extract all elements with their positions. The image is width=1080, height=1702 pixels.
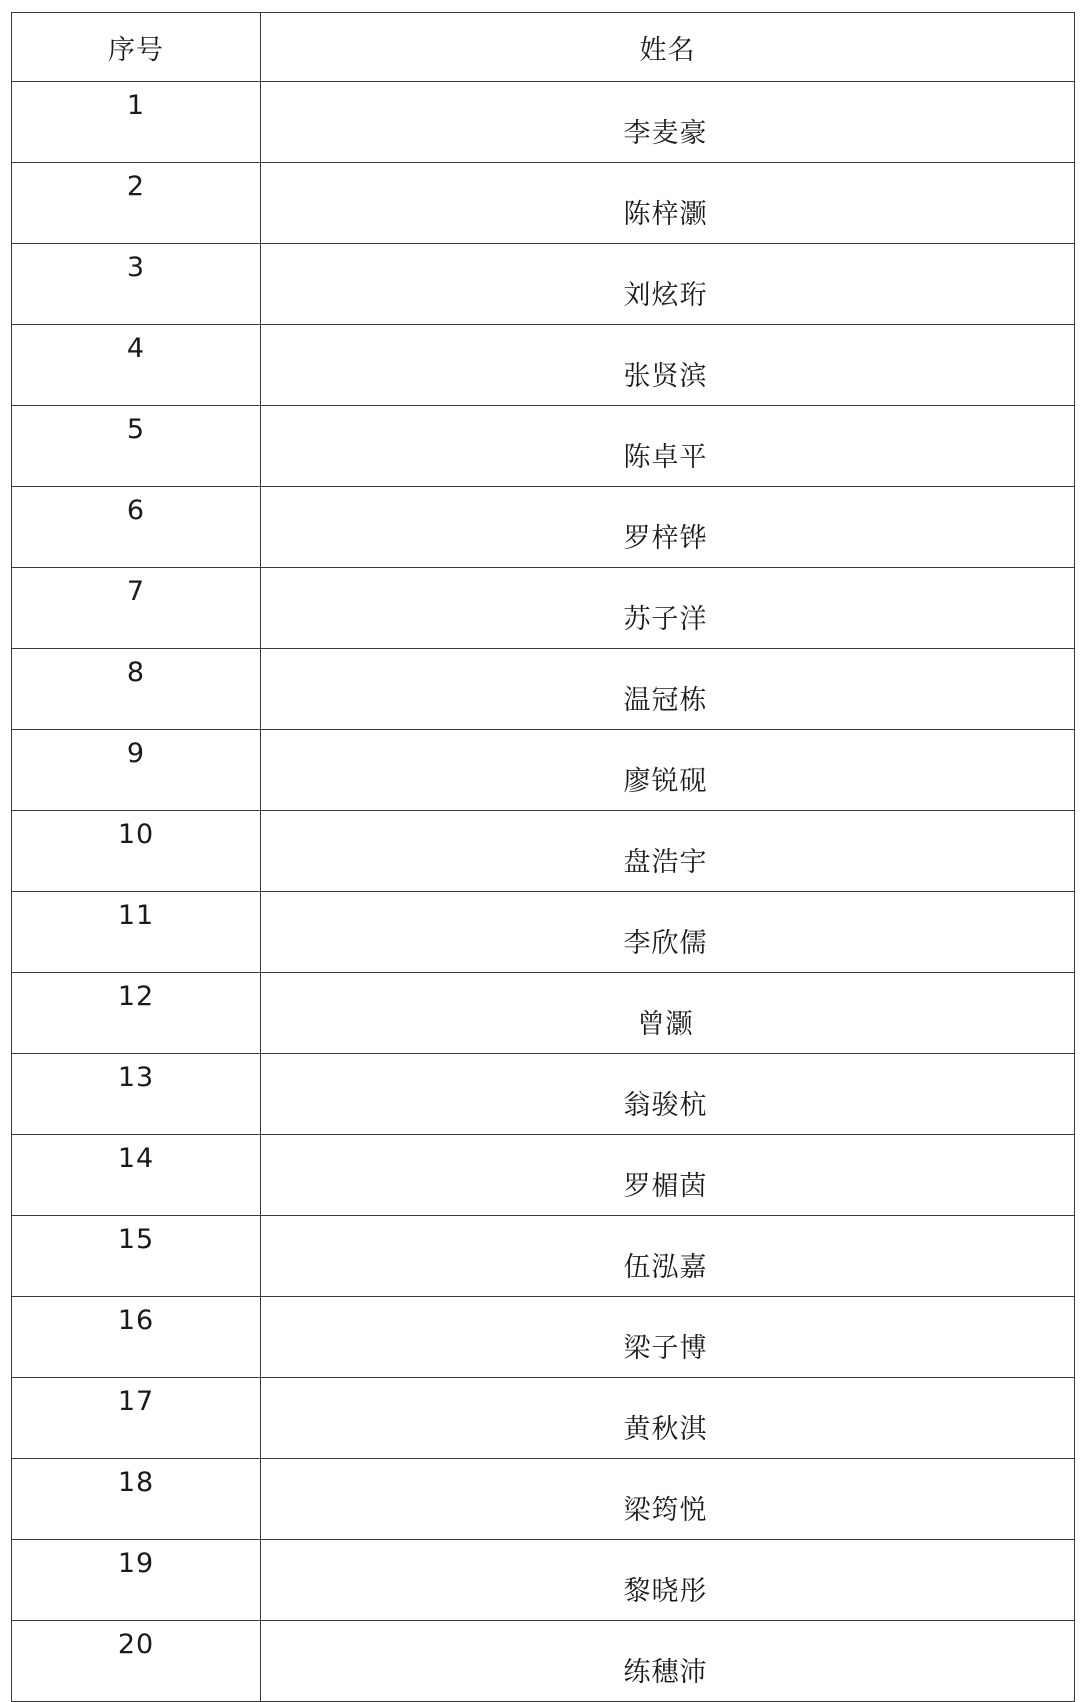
table-row: [12, 1459, 1075, 1540]
table-row: [12, 1135, 1075, 1216]
serial-number-cell: 3: [12, 244, 261, 325]
table-row: [12, 1378, 1075, 1459]
name-cell: 翁骏杭: [261, 1054, 1075, 1135]
table-row: [12, 244, 1075, 325]
serial-number-cell: 14: [12, 1135, 261, 1216]
serial-number-cell: 7: [12, 568, 261, 649]
table-row: [12, 406, 1075, 487]
table-row: [12, 1216, 1075, 1297]
name-cell: 梁筠悦: [261, 1459, 1075, 1540]
serial-number-cell: 1: [12, 82, 261, 163]
serial-number-cell: 10: [12, 811, 261, 892]
table-row: [12, 568, 1075, 649]
name-cell: 罗楣茵: [261, 1135, 1075, 1216]
serial-number-cell: 18: [12, 1459, 261, 1540]
serial-number-cell: 17: [12, 1378, 261, 1459]
serial-number-cell: 16: [12, 1297, 261, 1378]
name-cell: 李麦豪: [261, 82, 1075, 163]
name-cell: 苏子洋: [261, 568, 1075, 649]
serial-number-cell: 12: [12, 973, 261, 1054]
table-row: [12, 325, 1075, 406]
name-cell: 刘炫珩: [261, 244, 1075, 325]
name-cell: 梁子博: [261, 1297, 1075, 1378]
table-body: [12, 82, 1075, 1702]
serial-number-cell: 9: [12, 730, 261, 811]
name-cell: 张贤滨: [261, 325, 1075, 406]
name-cell: 温冠栋: [261, 649, 1075, 730]
serial-number-cell: 19: [12, 1540, 261, 1621]
serial-number-cell: 4: [12, 325, 261, 406]
serial-number-cell: 8: [12, 649, 261, 730]
table-row: [12, 973, 1075, 1054]
serial-number-cell: 13: [12, 1054, 261, 1135]
name-cell: 盘浩宇: [261, 811, 1075, 892]
name-cell: 陈卓平: [261, 406, 1075, 487]
name-cell: 廖锐砚: [261, 730, 1075, 811]
table-row: [12, 163, 1075, 244]
serial-number-cell: 15: [12, 1216, 261, 1297]
table-row: [12, 649, 1075, 730]
name-list-table: [11, 12, 1075, 1702]
name-cell: 黄秋淇: [261, 1378, 1075, 1459]
table-row: [12, 730, 1075, 811]
serial-number-cell: 11: [12, 892, 261, 973]
header-serial-number: 序号: [12, 13, 261, 82]
name-cell: 伍泓嘉: [261, 1216, 1075, 1297]
name-cell: 李欣儒: [261, 892, 1075, 973]
name-cell: 曾灏: [261, 973, 1075, 1054]
serial-number-cell: 5: [12, 406, 261, 487]
header-row: [12, 13, 1075, 82]
name-cell: 黎晓彤: [261, 1540, 1075, 1621]
table-row: [12, 892, 1075, 973]
table-row: [12, 811, 1075, 892]
table-row: [12, 1297, 1075, 1378]
table-row: [12, 1540, 1075, 1621]
serial-number-cell: 6: [12, 487, 261, 568]
serial-number-cell: 2: [12, 163, 261, 244]
name-cell: 罗梓铧: [261, 487, 1075, 568]
table-row: [12, 1621, 1075, 1702]
table-row: [12, 1054, 1075, 1135]
header-name: 姓名: [261, 13, 1075, 82]
table-row: [12, 82, 1075, 163]
table-header: [12, 13, 1075, 82]
name-cell: 练穗沛: [261, 1621, 1075, 1702]
serial-number-cell: 20: [12, 1621, 261, 1702]
name-cell: 陈梓灏: [261, 163, 1075, 244]
table-row: [12, 487, 1075, 568]
